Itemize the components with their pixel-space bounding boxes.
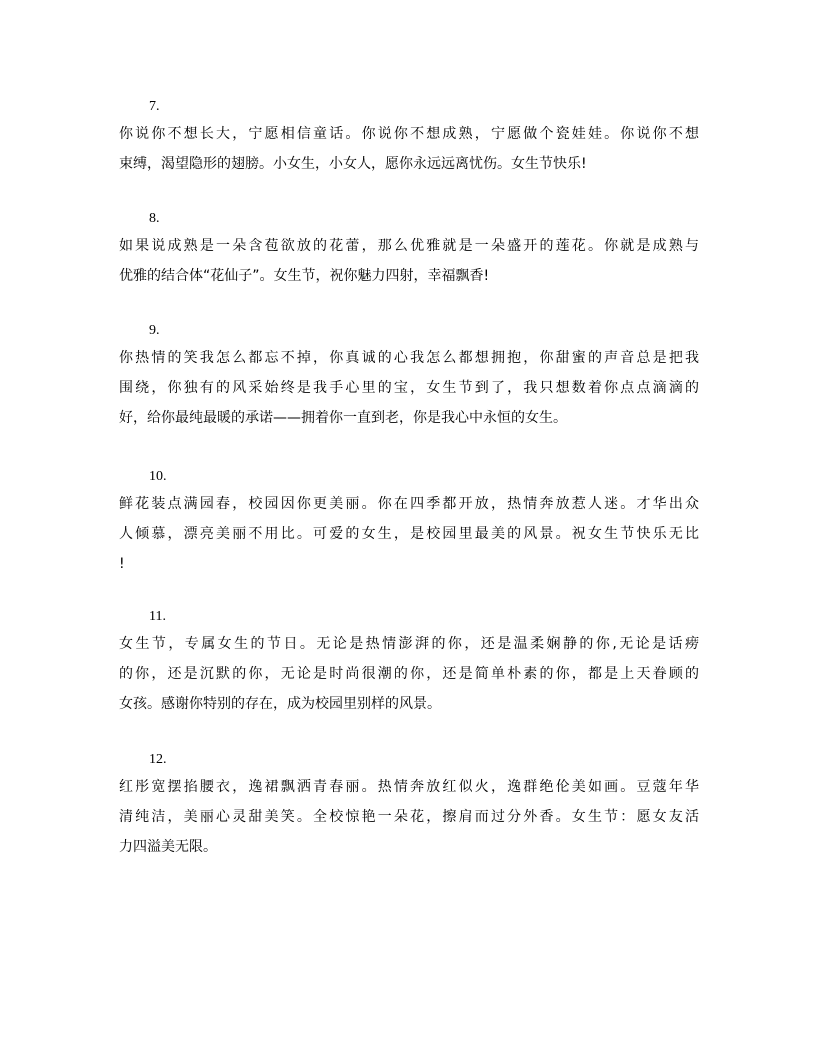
entry-line: 女孩。感谢你特别的存在，成为校园里别样的风景。	[119, 696, 441, 712]
entry-7	[119, 99, 699, 179]
entry-line: 的你，还是沉默的你，无论是时尚很潮的你，还是简单朴素的你，都是上天眷顾的	[119, 666, 699, 682]
entry-10	[119, 469, 699, 579]
entry-line: 束缚，渴望隐形的翅膀。小女生，小女人，愿你永远远离忧伤。女生节快乐!	[119, 156, 587, 172]
entry-line: 你说你不想长大，宁愿相信童话。你说你不想成熟，宁愿做个瓷娃娃。你说你不想	[119, 126, 699, 142]
entry-12	[119, 752, 699, 862]
entry-line: 女生节，专属女生的节日。无论是热情澎湃的你，还是温柔娴静的你,无论是话痨	[119, 636, 699, 652]
entry-line: 优雅的结合体“花仙子”。女生节，祝你魅力四射，幸福飘香!	[119, 268, 490, 284]
entry-11	[119, 609, 699, 719]
entry-line: 好，给你最纯最暖的承诺——拥着你一直到老，你是我心中永恒的女生。	[119, 410, 567, 426]
entry-number: 12.	[149, 752, 167, 767]
entry-number: 9.	[149, 323, 160, 338]
entry-number: 11.	[149, 609, 166, 624]
entry-line: !	[119, 556, 125, 572]
entry-line: 力四溢美无限。	[119, 839, 217, 855]
entry-line: 你热情的笑我怎么都忘不掉，你真诚的心我怎么都想拥抱，你甜蜜的声音总是把我	[119, 350, 699, 366]
entry-line: 人倾慕，漂亮美丽不用比。可爱的女生，是校园里最美的风景。祝女生节快乐无比	[119, 526, 699, 542]
entry-line: 围绕，你独有的风采始终是我手心里的宝，女生节到了，我只想数着你点点滴滴的	[119, 380, 699, 396]
entry-number: 7.	[149, 99, 160, 114]
entry-line: 鲜花装点满园春，校园因你更美丽。你在四季都开放，热情奔放惹人迷。才华出众	[119, 496, 699, 512]
entry-9	[119, 323, 699, 433]
entry-number: 10.	[149, 469, 167, 484]
entry-8	[119, 211, 699, 291]
entry-line: 清纯洁，美丽心灵甜美笑。全校惊艳一朵花，擦肩而过分外香。女生节：愿女友活	[119, 809, 699, 825]
entry-number: 8.	[149, 211, 160, 226]
entry-line: 如果说成熟是一朵含苞欲放的花蕾，那么优雅就是一朵盛开的莲花。你就是成熟与	[119, 238, 699, 254]
entry-line: 红彤宽摆掐腰衣，逸裙飘洒青春丽。热情奔放红似火，逸群绝伦美如画。豆蔻年华	[119, 779, 699, 795]
